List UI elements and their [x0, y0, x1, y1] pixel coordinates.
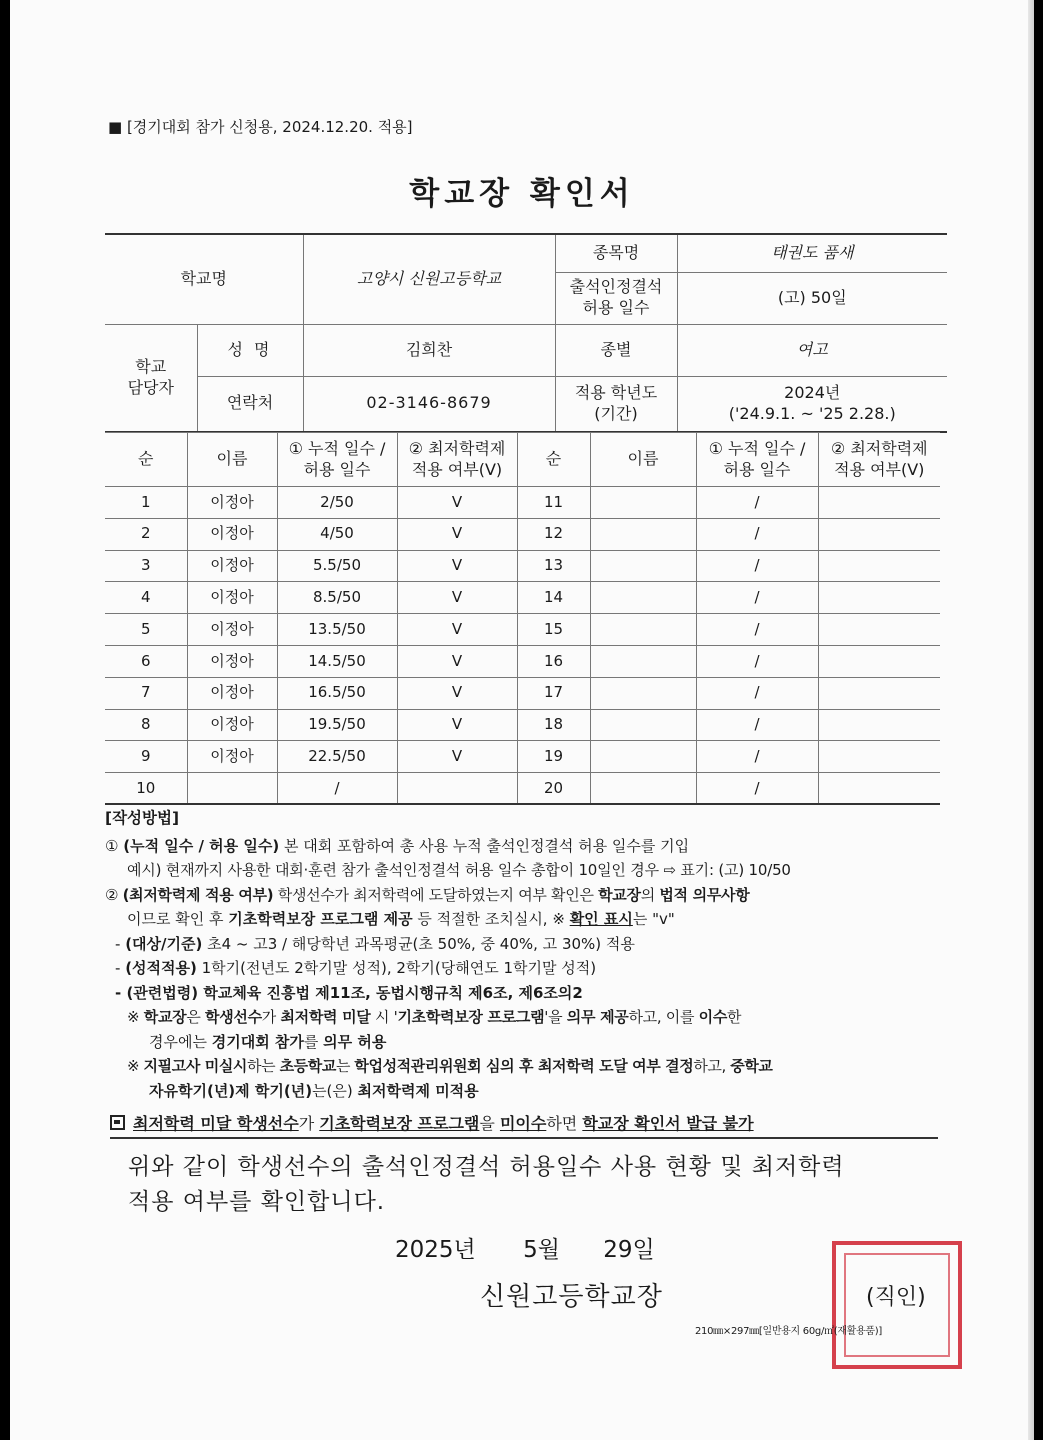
seal-label: (직인)	[866, 1285, 926, 1310]
row-check	[818, 773, 940, 805]
row-check: V	[397, 550, 517, 582]
row-days: /	[696, 582, 818, 614]
table-row	[105, 582, 940, 614]
document-title: 학교장 확인서	[409, 176, 635, 212]
row-days: 13.5/50	[277, 614, 397, 646]
row-no: 15	[517, 614, 590, 646]
table-row	[105, 709, 940, 741]
school-label: 학교명	[105, 234, 303, 324]
row-no: 4	[105, 582, 187, 614]
row-check	[397, 773, 517, 805]
row-check	[818, 550, 940, 582]
year-label: 적용 학년도 (기간)	[555, 376, 677, 432]
row-days: /	[696, 773, 818, 805]
table-row	[105, 550, 940, 582]
row-name	[590, 741, 696, 773]
row-no: 3	[105, 550, 187, 582]
table-row	[105, 614, 940, 646]
row-name: 이정아	[187, 518, 277, 550]
row-check: V	[397, 741, 517, 773]
instruction-line: - (대상/기준) 초4 ~ 고3 / 해당학년 과목평균(초 50%, 중 40%, 고 30%) 적용	[115, 934, 635, 953]
row-name: 이정아	[187, 614, 277, 646]
header-no-right: 순	[517, 433, 590, 487]
row-no: 16	[517, 645, 590, 677]
table-row	[105, 518, 940, 550]
row-check	[818, 709, 940, 741]
row-days: 14.5/50	[277, 645, 397, 677]
row-check: V	[397, 709, 517, 741]
row-days: 19.5/50	[277, 709, 397, 741]
row-no: 12	[517, 518, 590, 550]
row-days: /	[696, 550, 818, 582]
confirmation-statement: 위와 같이 학생선수의 출석인정결석 허용일수 사용 현황 및 최저학력 적용 여부를 확인합니다.	[128, 1154, 845, 1215]
allowed-days-value: (고) 50일	[677, 272, 947, 324]
row-name	[590, 773, 696, 805]
row-no: 11	[517, 487, 590, 519]
row-check	[818, 645, 940, 677]
row-days: /	[277, 773, 397, 805]
row-name	[590, 677, 696, 709]
row-days: /	[696, 677, 818, 709]
row-name	[590, 709, 696, 741]
event-label: 종목명	[555, 234, 677, 272]
row-name	[590, 645, 696, 677]
table-row	[105, 773, 940, 805]
row-name	[187, 773, 277, 805]
row-no: 6	[105, 645, 187, 677]
row-no: 2	[105, 518, 187, 550]
event-value: 태권도 품새	[677, 234, 947, 272]
row-days: 4/50	[277, 518, 397, 550]
table-row	[105, 487, 940, 519]
table-row	[105, 741, 940, 773]
student-rows	[105, 487, 940, 805]
row-name	[590, 550, 696, 582]
row-days: 22.5/50	[277, 741, 397, 773]
row-name: 이정아	[187, 677, 277, 709]
header-days-right: ① 누적 일수 / 허용 일수	[696, 433, 818, 487]
header-name-right: 이름	[590, 433, 696, 487]
row-days: /	[696, 614, 818, 646]
row-name	[590, 487, 696, 519]
row-name: 이정아	[187, 487, 277, 519]
row-check: V	[397, 487, 517, 519]
row-check: V	[397, 677, 517, 709]
issue-date: 2025년 5월 29일	[395, 1237, 655, 1263]
instruction-line: ※ 학교장은 학생선수가 최저학력 미달 시 '기초학력보장 프로그램'을 의무 제공하고, 이를 이수한	[127, 1008, 742, 1026]
name-value: 김희찬	[303, 324, 555, 376]
row-check	[818, 518, 940, 550]
row-no: 14	[517, 582, 590, 614]
row-no: 7	[105, 677, 187, 709]
instruction-line: - (성적적용) 1학기(전년도 2학기말 성적), 2학기(당해연도 1학기말 성적)	[115, 959, 597, 977]
row-no: 19	[517, 741, 590, 773]
contact-value: 02-3146-8679	[303, 376, 555, 432]
row-check	[818, 582, 940, 614]
header-check-left: ② 최저학력제 적용 여부(V)	[397, 433, 517, 487]
instruction-line: ① (누적 일수 / 허용 일수) 본 대회 포함하여 총 사용 누적 출석인정결석 허용 일수를 기입	[105, 836, 690, 855]
row-no: 17	[517, 677, 590, 709]
name-label: 성 명	[197, 324, 303, 376]
page-edge	[1028, 0, 1034, 1440]
info-table	[105, 233, 947, 433]
row-name	[590, 582, 696, 614]
row-check: V	[397, 582, 517, 614]
school-name: 고양시 신원고등학교	[303, 234, 555, 324]
row-name: 이정아	[187, 550, 277, 582]
document-page	[10, 0, 1034, 1440]
row-days: 8.5/50	[277, 582, 397, 614]
row-days: 16.5/50	[277, 677, 397, 709]
row-no: 8	[105, 709, 187, 741]
header-name-left: 이름	[187, 433, 277, 487]
row-days: 5.5/50	[277, 550, 397, 582]
row-no: 1	[105, 487, 187, 519]
row-check: V	[397, 518, 517, 550]
row-check	[818, 614, 940, 646]
instructions-heading: [작성방법]	[105, 809, 180, 827]
year-value: 2024년 ('24.9.1. ~ '25 2.28.)	[677, 376, 947, 432]
instruction-line: 경우에는 경기대회 참가를 의무 허용	[149, 1032, 387, 1051]
row-check	[818, 677, 940, 709]
table-row	[105, 677, 940, 709]
instruction-line: 예시) 현재까지 사용한 대회·훈련 참가 출석인정결석 허용 일수 총합이 10일인 경우 ⇨ 표기: (고) 10/50	[127, 861, 791, 879]
row-no: 18	[517, 709, 590, 741]
instruction-line: ② (최저학력제 적용 여부) 학생선수가 최저학력에 도달하였는지 여부 확인은 학교장의 법적 의무사항	[105, 885, 750, 904]
instructions	[105, 806, 940, 1103]
row-days: /	[696, 487, 818, 519]
row-days: /	[696, 518, 818, 550]
type-label: 종별	[555, 324, 677, 376]
student-list-table	[105, 432, 940, 805]
row-no: 5	[105, 614, 187, 646]
type-value: 여고	[677, 324, 947, 376]
form-code: ■ [경기대회 참가 신청용, 2024.12.20. 적용]	[108, 118, 413, 136]
principal-name: 신원고등학교장	[480, 1282, 663, 1312]
contact-label: 연락처	[197, 376, 303, 432]
row-check	[818, 741, 940, 773]
row-check: V	[397, 614, 517, 646]
row-no: 9	[105, 741, 187, 773]
row-days: /	[696, 741, 818, 773]
row-name: 이정아	[187, 741, 277, 773]
row-no: 20	[517, 773, 590, 805]
instruction-line: 이므로 확인 후 기초학력보장 프로그램 제공 등 적절한 조치실시, ※ 확인 표시는 "v"	[127, 910, 675, 928]
row-days: /	[696, 709, 818, 741]
row-check: V	[397, 645, 517, 677]
header-no-left: 순	[105, 433, 187, 487]
manager-label: 학교 담당자	[105, 324, 197, 432]
header-check-right: ② 최저학력제 적용 여부(V)	[818, 433, 940, 487]
row-name	[590, 518, 696, 550]
row-name: 이정아	[187, 582, 277, 614]
row-no: 13	[517, 550, 590, 582]
arrow-box-icon	[110, 1115, 125, 1130]
row-days: 2/50	[277, 487, 397, 519]
paper-spec: 210㎜×297㎜[일반용지 60g/㎡(재활용품)]	[695, 1326, 882, 1337]
row-name	[590, 614, 696, 646]
table-row	[105, 645, 940, 677]
instruction-line: - (관련법령) 학교체육 진흥법 제11조, 동법시행규칙 제6조, 제6조의2	[115, 983, 583, 1002]
row-check	[818, 487, 940, 519]
notice: 최저학력 미달 학생선수가 기초학력보장 프로그램을 미이수하면 학교장 확인서 발급 불가	[110, 1111, 938, 1139]
allowed-days-label: 출석인정결석 허용 일수	[555, 272, 677, 324]
row-days: /	[696, 645, 818, 677]
row-name: 이정아	[187, 709, 277, 741]
instruction-line: 자유학기(년)제 학기(년)는(은) 최저학력제 미적용	[149, 1081, 479, 1100]
instruction-line: ※ 지필고사 미실시하는 초등학교는 학업성적관리위원회 심의 후 최저학력 도달 여부 결정하고, 중학교	[127, 1057, 773, 1075]
header-days-left: ① 누적 일수 / 허용 일수	[277, 433, 397, 487]
row-no: 10	[105, 773, 187, 805]
row-name: 이정아	[187, 645, 277, 677]
